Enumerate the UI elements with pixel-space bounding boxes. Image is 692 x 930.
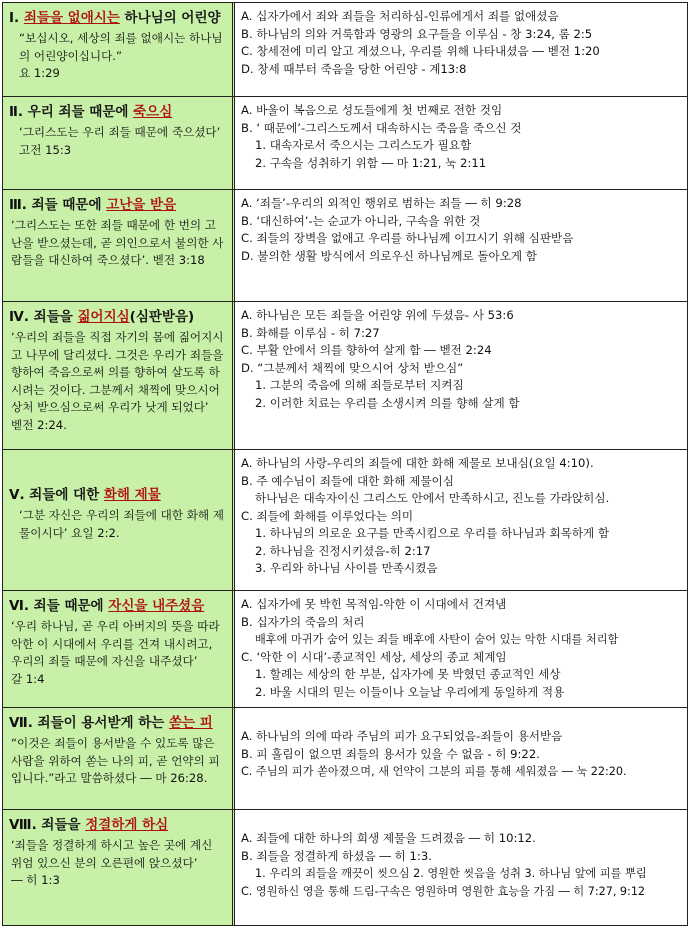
point-line: A. 하나님의 사랑-우리의 죄들에 대한 화해 제물로 보내심(요일 4:10). <box>241 456 594 470</box>
verse-ref: ― 히 1:3 <box>11 873 60 887</box>
section-title: Ⅳ. 죄들을 짊어지심(심판받음) <box>9 309 195 325</box>
point-line: A. 죄들에 대한 하나의 희생 제물을 드려졌음 ― 히 10:12. <box>241 831 536 845</box>
point-line: C. 창세전에 미리 알고 계셨으나, 우리를 위해 나타내셨음 ― 벧전 1:20 <box>241 44 600 58</box>
sub-point-line: 하나님은 대속자이신 그리스도 안에서 만족하시고, 진노를 가라앉히심. <box>255 491 610 505</box>
section-verse: “이것은 죄들이 용서받을 수 있도록 많은 사람을 위하여 쏟는 나의 피, 곧 언약의 피입니다.”라고 말씀하셨다 ― 마 26:28. <box>11 736 220 785</box>
point-line: A. 십자가에 못 박힌 목적임-악한 이 시대에서 건져냄 <box>241 597 507 611</box>
sub-point-line: 1. 우리의 죄들을 깨끗이 씻으심 2. 영원한 씻음을 성취 3. 하나님 앞에 피를 뿌림 <box>255 867 647 880</box>
section-heading-cell <box>2 591 235 707</box>
point-line: D. 창세 때부터 죽음을 당한 어린양 - 계13:8 <box>241 61 467 76</box>
section-row <box>2 810 688 926</box>
point-line: A. 하나님의 의에 따라 주님의 피가 요구되었음-죄들이 용서받음 <box>241 729 563 743</box>
point-line: D. 불의한 생활 방식에서 의로우신 하나님께로 돌아오게 함 <box>241 248 538 263</box>
section-points-cell <box>235 591 688 707</box>
section-row <box>2 2 688 97</box>
point-line: B. 십자가의 죽음의 처리 <box>241 614 365 629</box>
section-points-cell <box>235 810 688 925</box>
point-line: B. ‘대신하여’-는 순교가 아니라, 구속을 위한 것 <box>241 213 481 228</box>
sub-point-line: 2. 바울 시대의 믿는 이들이나 오늘날 우리에게 동일하게 적용 <box>255 684 565 699</box>
section-row <box>2 97 688 190</box>
point-line: B. 하나님의 의와 거룩함과 영광의 요구들을 이루심 - 창 3:24, 롬 2:5 <box>241 26 593 41</box>
section-title: Ⅶ. 죄들이 용서받게 하는 쏟는 피 <box>9 715 213 731</box>
point-line: B. 화해를 이루심 - 히 7:27 <box>241 325 380 340</box>
sub-point-line: 3. 우리와 하나님 사이를 만족시켰음 <box>255 561 438 575</box>
point-line: A. 하나님은 모든 죄들을 어린양 위에 두셨음- 사 53:6 <box>241 308 514 322</box>
sub-point-line: 2. 구속을 성취하기 위함 ― 마 1:21, 눅 2:11 <box>255 155 487 170</box>
section-heading-cell <box>2 708 235 809</box>
section-heading-cell <box>2 302 235 449</box>
section-verse: ‘그분 자신은 우리의 죄들에 대한 화해 제물이시다’ 요일 2:2. <box>19 508 224 540</box>
section-heading-cell <box>2 450 235 590</box>
verse-ref: 갈 1:4 <box>11 671 45 686</box>
point-line: A. ‘죄들’-우리의 외적인 행위로 범하는 죄들 ― 히 9:28 <box>241 196 522 210</box>
sub-point-line: 1. 대속자로서 죽으시는 그리스도가 필요함 <box>255 138 472 152</box>
section-heading-cell <box>2 810 235 925</box>
section-verse: ‘우리 하나님, 곧 우리 아버지의 뜻을 따라 악한 이 시대에서 우리를 건져 내시려고, 우리의 죄들 때문에 자신을 내주셨다’ 갈 1:4 <box>11 619 220 686</box>
verse-ref: ― 마 26:28. <box>140 771 208 785</box>
section-row <box>2 302 688 450</box>
point-line: C. 부활 안에서 의를 향하여 살게 함 ― 벧전 2:24 <box>241 343 492 357</box>
verse-ref: 고전 15:3 <box>19 142 72 157</box>
verse-ref: 요일 2:2. <box>71 525 120 540</box>
section-title: Ⅲ. 죄들 때문에 고난을 받음 <box>9 197 177 213</box>
section-title: Ⅷ. 죄들을 정결하게 하심 <box>9 817 169 833</box>
sub-point-line: 2. 이러한 치료는 우리를 소생시켜 의를 향해 살게 함 <box>255 395 520 410</box>
section-points-cell <box>235 97 688 189</box>
verse-ref: 벧전 2:24. <box>11 417 67 432</box>
section-verse: “보십시오, 세상의 죄를 없애시는 하나님의 어린양이십니다.” 요 1:29 <box>19 31 223 80</box>
verse-ref: 벧전 3:18 <box>152 253 205 267</box>
section-points-cell <box>235 3 688 96</box>
section-points-cell <box>235 302 688 449</box>
section-points-cell <box>235 708 688 809</box>
point-line: C. 죄들의 장벽을 없애고 우리를 하나님께 이끄시기 위해 심판받음 <box>241 231 574 245</box>
point-line: B. ‘ 때문에’-그리스도께서 대속하시는 죽음을 죽으신 것 <box>241 120 522 135</box>
section-verse: ‘그리스도는 우리 죄들 때문에 죽으셨다’ 고전 15:3 <box>19 125 221 157</box>
section-row <box>2 450 688 591</box>
sub-point-line: 1. 할례는 세상의 한 부분, 십자가에 못 박혔던 종교적인 세상 <box>255 667 561 681</box>
section-verse: ‘우리의 죄들을 직접 자기의 몸에 짊어지시고 나무에 달리셨다. 그것은 우리가 죄들을 향하여 죽음으로써 의를 향하여 살도록 하시려는 것이다. 그분께서 채찍에 맞으시어 상처 받으심으로써 우리가 낫게 되었다’ 벧전 2:24. <box>11 330 224 432</box>
sub-point-line: 1. 하나님의 의로운 요구를 만족시킴으로 우리를 하나님과 회목하게 함 <box>255 526 610 540</box>
point-line: C. 죄들에 화해를 이루었다는 의미 <box>241 508 414 523</box>
section-heading-cell <box>2 97 235 189</box>
sub-point-line: 2. 하나님을 진정시키셨음-히 2:17 <box>255 543 431 558</box>
section-points-cell <box>235 450 688 590</box>
point-line: A. 십자가에서 죄와 죄들을 처리하심-인류에게서 죄를 없애셨음 <box>241 9 559 23</box>
section-title: Ⅱ. 우리 죄들 때문에 죽으심 <box>9 104 173 120</box>
section-heading-cell <box>2 3 235 96</box>
section-row <box>2 591 688 708</box>
sub-point-line: 1. 그분의 죽음에 의해 죄들로부터 지켜짐 <box>255 378 464 392</box>
section-title: Ⅴ. 죄들에 대한 화해 제물 <box>9 487 161 503</box>
sub-point-line: 배후에 마귀가 숨어 있는 죄들 배후에 사탄이 숨어 있는 악한 시대를 처리함 <box>255 633 619 646</box>
section-row <box>2 708 688 810</box>
point-line: D. “그분께서 채찍에 맞으시어 상처 받으심” <box>241 360 464 375</box>
point-line: A. 바울이 복음으로 성도들에게 첫 번째로 전한 것임 <box>241 103 503 117</box>
point-line: B. 주 예수님이 죄들에 대한 화해 제물이심 <box>241 473 454 488</box>
section-title: Ⅵ. 죄들 때문에 자신을 내주셨음 <box>9 598 205 614</box>
outline-table <box>2 2 688 926</box>
point-line: C. ‘악한 이 시대’-종교적인 세상, 세상의 종교 체계임 <box>241 649 507 664</box>
verse-ref: 요 1:29 <box>19 66 60 80</box>
point-line: B. 죄들을 정결하게 하셨음 ― 히 1:3. <box>241 848 432 863</box>
section-verse: ‘그리스도는 또한 죄들 때문에 한 번의 고난을 받으셨는데, 곧 의인으로서 불의한 사람들을 대신하여 죽으셨다’. 벧전 3:18 <box>11 218 224 267</box>
point-line: C. 주님의 피가 쏟아졌으며, 새 언약이 그분의 피를 통해 세워졌음 ― 눅 22:20. <box>241 765 627 778</box>
section-title: Ⅰ. 죄들을 없애시는 하나님의 어린양 <box>9 10 221 26</box>
section-row <box>2 190 688 302</box>
point-line: B. 피 흘림이 없으면 죄들의 용서가 있을 수 없음 - 히 9:22. <box>241 746 540 761</box>
section-verse: ‘죄들을 정결하게 하시고 높은 곳에 계신 위엄 있으신 분의 오른편에 앉으셨다’ ― 히 1:3 <box>11 838 213 887</box>
section-points-cell <box>235 190 688 301</box>
point-line: C. 영원하신 영을 통해 드림-구속은 영원하며 영원한 효능을 가짐 ― 히 7:27, 9:12 <box>241 884 646 898</box>
section-heading-cell <box>2 190 235 301</box>
